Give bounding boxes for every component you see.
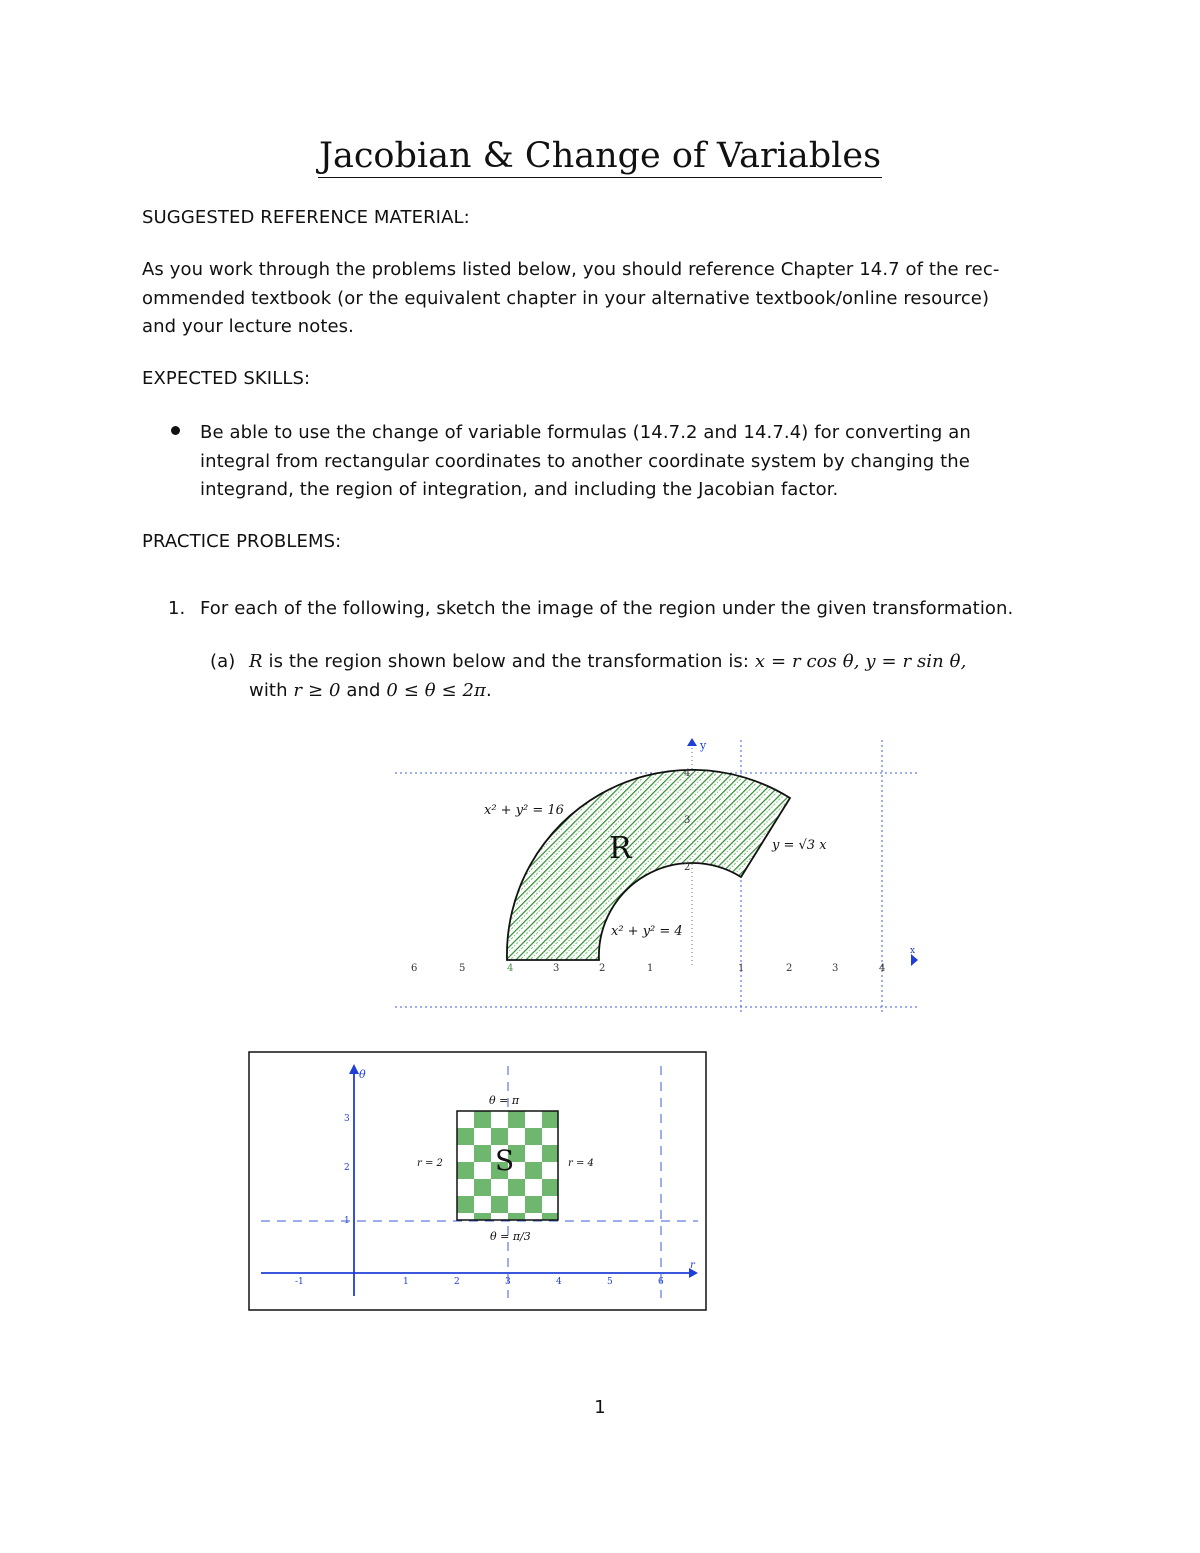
x-tick: 6: [658, 1277, 664, 1287]
x-tick: -1: [295, 1277, 304, 1287]
y-tick: 1: [344, 1216, 350, 1226]
reference-heading: SUGGESTED REFERENCE MATERIAL:: [142, 207, 470, 228]
top-boundary-label: θ = π: [489, 1094, 520, 1107]
x-tick: 1: [738, 963, 745, 974]
reference-line-2: ommended textbook (or the equivalent chapter in your alternative textbook/online resource): [142, 287, 990, 309]
line-label: y = √3 x: [772, 838, 827, 853]
x-tick: 1: [403, 1277, 409, 1287]
bottom-boundary-label: θ = π/3: [490, 1230, 531, 1243]
problem-1a-line-2: with r ≥ 0 and 0 ≤ θ ≤ 2π.: [249, 679, 492, 701]
page-number: 1: [594, 1397, 606, 1418]
figure-s-x-ticks: [295, 1277, 664, 1287]
region-s-label: S: [495, 1144, 515, 1177]
theta-axis-arrow-icon: [349, 1064, 359, 1074]
transformation-formula: x = r cos θ, y = r sin θ,: [754, 651, 967, 672]
reference-line-3: and your lecture notes.: [142, 316, 354, 337]
y-tick: 3: [684, 815, 691, 826]
x-tick: 4: [879, 963, 886, 974]
x-tick: 4: [507, 963, 514, 974]
x-tick: 2: [454, 1277, 460, 1287]
skills-line-1: Be able to use the change of variable formulas (14.7.2 and 14.7.4) for converting an: [200, 422, 971, 443]
problem-1-number: 1.: [168, 598, 186, 619]
skills-line-2: integral from rectangular coordinates to another coordinate system by changing the: [200, 450, 970, 472]
y-tick: 2: [344, 1163, 350, 1173]
x-tick: 5: [459, 963, 466, 974]
inner-curve-label: x² + y² = 4: [611, 924, 683, 939]
x-tick: 3: [832, 963, 839, 974]
y-axis-label: y: [700, 739, 707, 752]
x-tick: 2: [599, 963, 606, 974]
region-name: R: [249, 651, 263, 672]
problem-1-text: For each of the following, sketch the image of the region under the given transformation.: [200, 598, 1014, 619]
x-tick: 1: [647, 963, 654, 974]
problem-1a-label: (a): [210, 651, 236, 672]
right-boundary-label: r = 4: [568, 1158, 594, 1169]
region-r-label: R: [609, 831, 632, 866]
page-title: Jacobian & Change of Variables: [318, 136, 882, 176]
x-tick: 6: [411, 963, 418, 974]
outer-curve-label: x² + y² = 16: [484, 803, 564, 818]
x-tick: 3: [553, 963, 560, 974]
practice-heading: PRACTICE PROBLEMS:: [142, 531, 342, 552]
problem-1a-line-1: R is the region shown below and the transformation is: x = r cos θ, y = r sin θ,: [249, 651, 967, 672]
reference-line-1: As you work through the problems listed below, you should reference Chapter 14.7 of the rec-: [142, 259, 1000, 280]
left-boundary-label: r = 2: [417, 1158, 443, 1169]
y-tick: 4: [684, 768, 691, 779]
y-tick: 2: [684, 862, 691, 873]
x-tick: 5: [607, 1277, 613, 1287]
x-tick: 4: [556, 1277, 562, 1287]
x-tick: 3: [505, 1277, 511, 1287]
r-axis-label: r: [690, 1260, 695, 1271]
skills-heading: EXPECTED SKILLS:: [142, 368, 311, 389]
figure-s-y-ticks: [344, 1114, 350, 1226]
y-tick: 3: [344, 1114, 350, 1124]
x-tick: 2: [786, 963, 793, 974]
x-axis-label: x: [910, 946, 916, 956]
theta-axis-label: θ: [359, 1068, 366, 1081]
skills-line-3: integrand, the region of integration, and including the Jacobian factor.: [200, 479, 839, 500]
